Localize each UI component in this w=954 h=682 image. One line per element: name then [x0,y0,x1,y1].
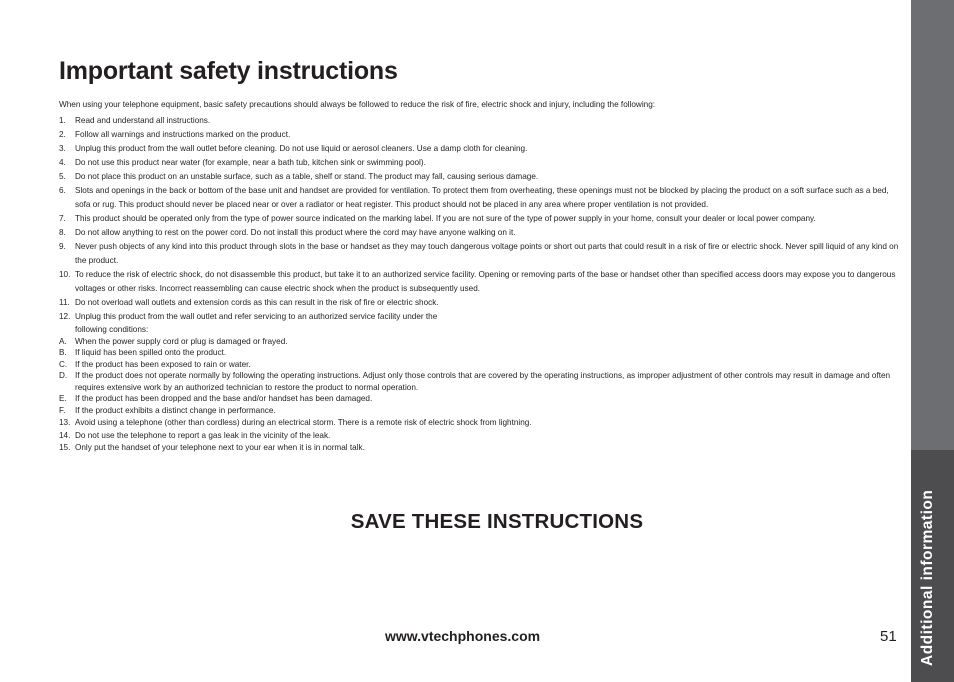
list-item: 1. Read and understand all instructions. [59,116,211,125]
list-item: 4. Do not use this product near water (for example, near a bath tub, kitchen sink or swimming pool). [59,158,426,167]
sub-item: F. If the product exhibits a distinct change in performance. [59,405,276,415]
intro-paragraph: When using your telephone equipment, basic safety precautions should always be followed to reduce the risk of fire, electric shock and injury, including the following: [59,100,656,109]
list-item-12-continuation: following conditions: [75,325,149,334]
save-instructions-heading: SAVE THESE INSTRUCTIONS [350,510,644,533]
list-item: 10. To reduce the risk of electric shock, do not disassemble this product, but take it to an authorized service facility. Opening or removing parts of the base or handset other than specified access doors may expose you to dangerous voltages or other risks. Incorrect reassembling can cause electric shock when the product is subsequently used. [59,270,896,293]
safety-list [59,114,899,453]
list-item: 11. Do not overload wall outlets and extension cords as this can result in the risk of fire or electric shock. [59,298,439,307]
list-item-12: 12. Unplug this product from the wall outlet and refer servicing to an authorized service facility under the [59,312,438,321]
list-item: 6. Slots and openings in the back or bottom of the base unit and handset are provided for ventilation. To protect them from overheating, these openings must not be blocked by placing the product on a soft surface such as a bed, sofa or rug. This product should never be placed near or over a radiator or heat register. This product should not be placed in any area where proper ventilation is not provided. [59,186,889,209]
list-item: 3. Unplug this product from the wall outlet before cleaning. Do not use liquid or aerosol cleaners. Use a damp cloth for cleaning. [59,144,528,153]
list-item: 13. Avoid using a telephone (other than cordless) during an electrical storm. There is a remote risk of electric shock from lightning. [59,418,532,427]
page-number: 51 [880,628,897,645]
sub-item: C. If the product has been exposed to rain or water. [59,359,251,369]
page-title: Important safety instructions [59,57,398,85]
footer-url: www.vtechphones.com [385,628,541,644]
list-item: 5. Do not place this product on an unstable surface, such as a table, shelf or stand. The product may fall, causing serious damage. [59,172,539,181]
side-tab-label: Additional information [919,489,936,666]
list-item: 8. Do not allow anything to rest on the power cord. Do not install this product where the cord may have anyone walking on it. [59,228,516,237]
list-item: 7. This product should be operated only from the type of power source indicated on the marking label. If you are not sure of the type of power supply in your home, consult your dealer or local power company. [59,214,816,223]
list-item: 14. Do not use the telephone to report a gas leak in the vicinity of the leak. [59,431,331,440]
sub-item: A. When the power supply cord or plug is damaged or frayed. [59,336,288,346]
list-item: 9. Never push objects of any kind into this product through slots in the base or handset as they may touch dangerous voltage points or short out parts that could result in a risk of fire or electric shock. Never spill liquid of any kind on the product. [59,242,899,265]
list-item: 15. Only put the handset of your telephone next to your ear when it is in normal talk. [59,442,365,452]
sub-item: B. If liquid has been spilled onto the product. [59,348,227,357]
sub-item: E. If the product has been dropped and the base and/or handset has been damaged. [59,394,373,403]
list-item: 2. Follow all warnings and instructions marked on the product. [59,130,291,139]
sub-item: D. If the product does not operate normally by following the operating instructions. Adjust only those controls that are covered by the operating instructions, as improper adjustment of other controls may result in damage and often requires extensive work by an authorized technician to restore the product to normal operation. [59,371,891,392]
